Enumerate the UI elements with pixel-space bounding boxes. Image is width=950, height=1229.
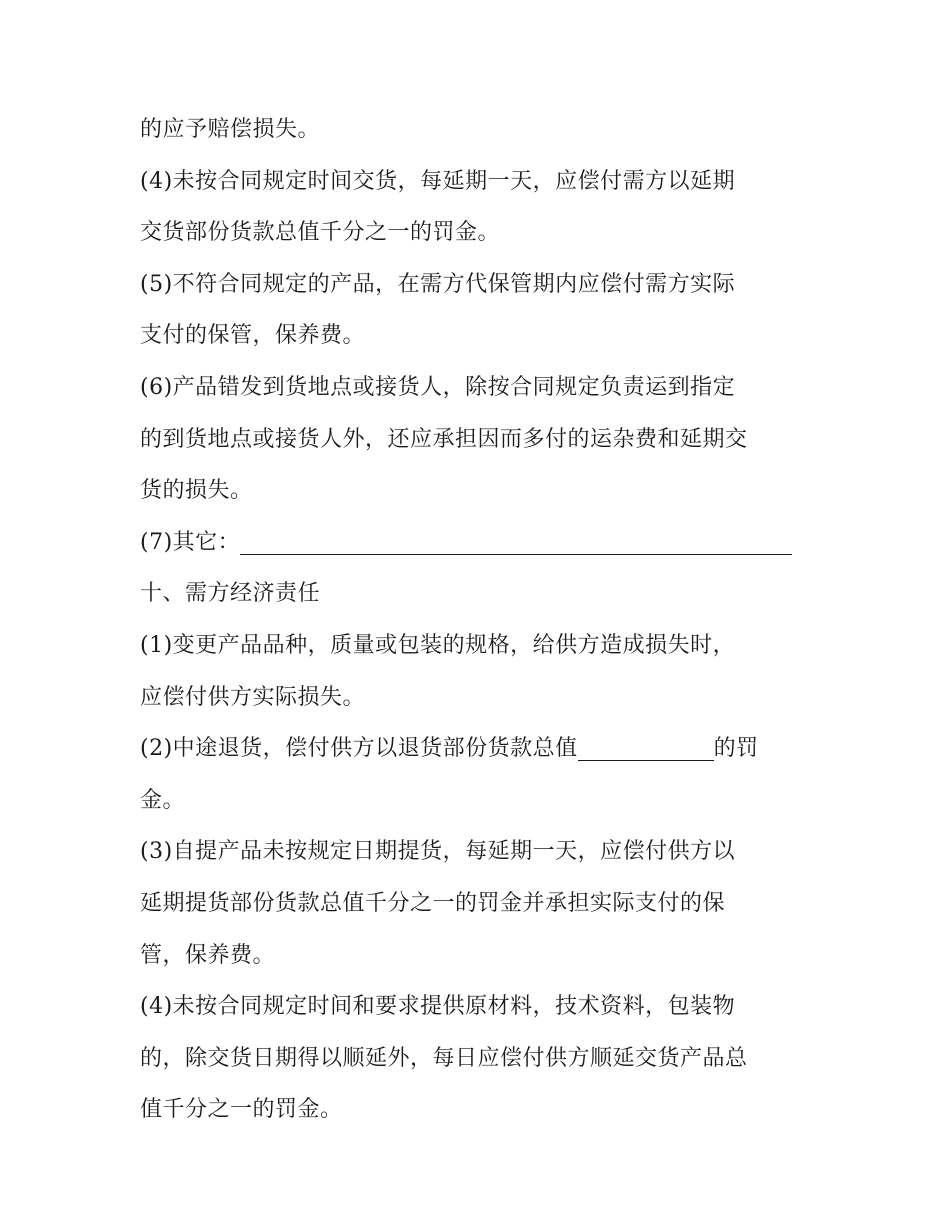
text-line: 货的损失。 — [140, 478, 253, 504]
document-body — [140, 104, 820, 1136]
text-line: (3)自提产品未按规定日期提货，每延期一天，应偿付供方以 — [140, 839, 736, 865]
other-clause-label: (7)其它： — [140, 529, 241, 555]
return-penalty-suffix: 的罚 — [713, 736, 759, 762]
text-line: 值千分之一的罚金。 — [140, 1097, 343, 1123]
text-line: (1)变更产品品种，质量或包装的规格，给供方造成损失时， — [140, 632, 736, 658]
return-penalty-line — [140, 723, 820, 775]
text-line: 交货部份货款总值千分之一的罚金。 — [140, 220, 501, 246]
text-line: 管，保养费。 — [140, 942, 276, 968]
text-line: 的，除交货日期得以顺延外，每日应偿付供方顺延交货产品总 — [140, 1045, 748, 1071]
return-penalty-text: (2)中途退货，偿付供方以退货部份货款总值 — [140, 736, 578, 762]
section-heading: 十、需方经济责任 — [140, 581, 321, 607]
other-clause-blank — [240, 524, 792, 555]
text-line: 应偿付供方实际损失。 — [140, 684, 366, 710]
text-line: (4)未按合同规定时间和要求提供原材料，技术资料，包装物 — [140, 994, 736, 1020]
text-line: (6)产品错发到货地点或接货人，除按合同规定负责运到指定 — [140, 374, 736, 400]
text-line: (5)不符合同规定的产品，在需方代保管期内应偿付需方实际 — [140, 271, 736, 297]
text-line: 的应予赔偿损失。 — [140, 117, 321, 142]
other-clause-line — [140, 517, 820, 569]
text-line: 的到货地点或接货人外，还应承担因而多付的运杂费和延期交 — [140, 426, 748, 452]
return-penalty-blank — [578, 730, 714, 761]
text-line: 支付的保管，保养费。 — [140, 323, 366, 349]
text-line: 金。 — [140, 787, 186, 813]
text-line: (4)未按合同规定时间交货，每延期一天，应偿付需方以延期 — [140, 168, 736, 194]
text-line: 延期提货部份货款总值千分之一的罚金并承担实际支付的保 — [140, 890, 726, 916]
